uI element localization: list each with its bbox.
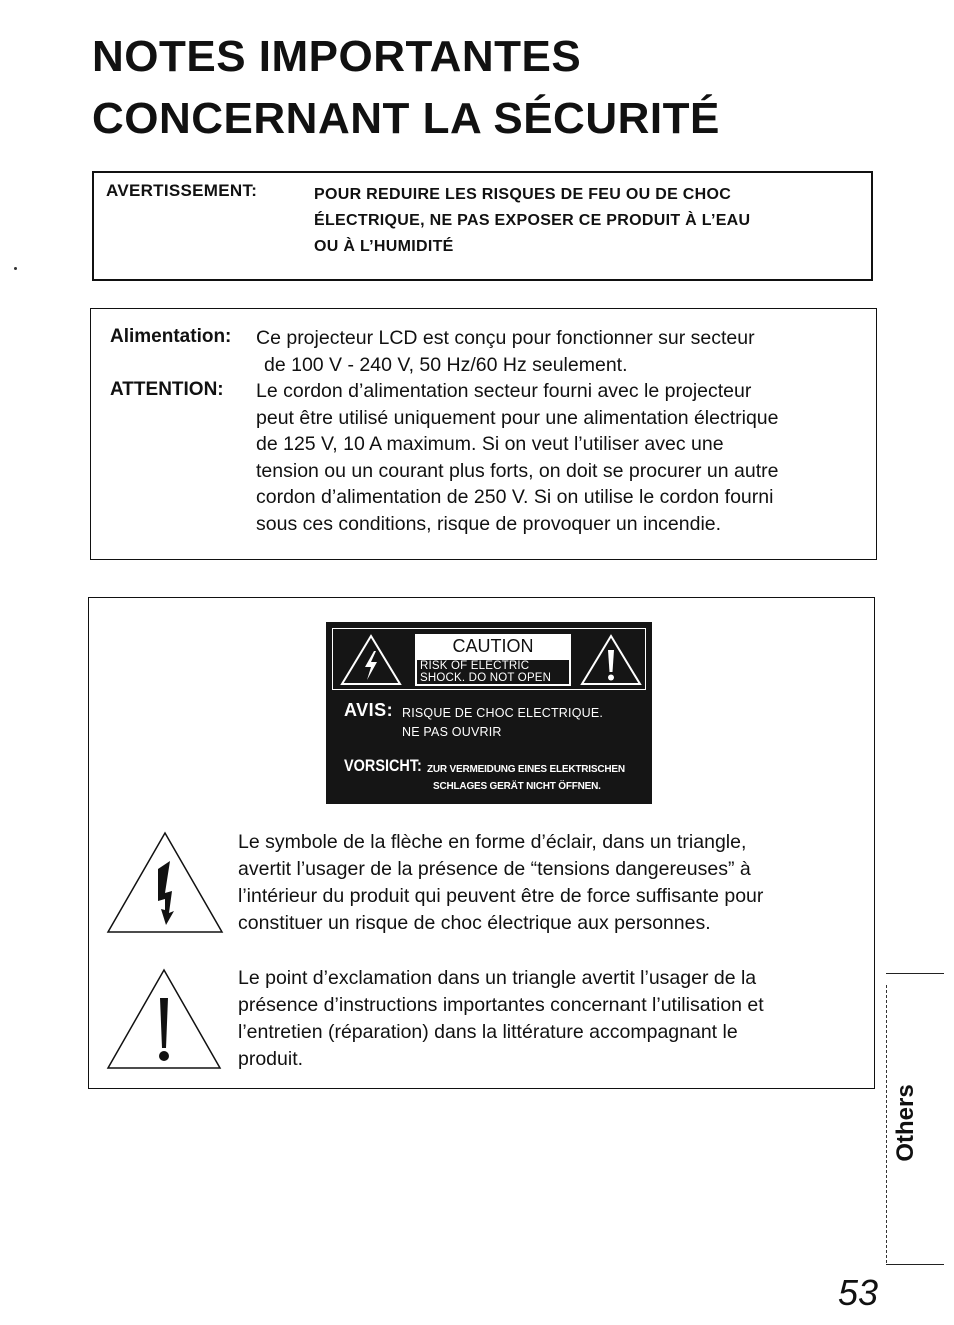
attention-label: ATTENTION: (110, 379, 224, 400)
alimentation-text (256, 325, 876, 378)
caution-plate-header (332, 628, 646, 690)
exclamation-line: l’entretien (réparation) dans la littérature accompagnant le (238, 1021, 738, 1043)
attention-line: de 125 V, 10 A maximum. Si on veut l’utiliser avec une (256, 433, 724, 456)
exclamation-line: Le point d’exclamation dans un triangle avertit l’usager de la (238, 967, 757, 989)
warning-box (92, 171, 873, 281)
exclamation-triangle-icon (579, 633, 643, 687)
avis-line: NE PAS OUVRIR (402, 725, 502, 739)
side-tab-rule-top (886, 973, 944, 974)
power-box (90, 308, 877, 560)
risk-line: RISK OF ELECTRIC (420, 660, 530, 672)
page-title (92, 26, 720, 150)
page-number: 53 (838, 1272, 879, 1313)
side-tab-label: Others (892, 1084, 919, 1162)
lightning-line: constituer un risque de choc électrique aux personnes. (238, 912, 711, 934)
lightning-triangle-icon (339, 633, 403, 687)
vorsicht-label: VORSICHT: (344, 756, 422, 775)
caution-title-box (415, 634, 571, 686)
risk-line: SHOCK. DO NOT OPEN (420, 672, 552, 684)
vorsicht-line: ZUR VERMEIDUNG EINES ELEKTRISCHEN (427, 764, 625, 775)
attention-text (256, 378, 876, 538)
vorsicht-text (427, 761, 625, 795)
caution-box (88, 597, 875, 1089)
avis-label: AVIS: (344, 700, 394, 720)
lightning-line: l’intérieur du produit qui peuvent être de force suffisante pour (238, 885, 764, 907)
avis-text (402, 704, 603, 742)
attention-line: sous ces conditions, risque de provoquer un incendie. (256, 512, 722, 535)
stray-mark (14, 267, 17, 270)
lightning-triangle-icon (106, 831, 224, 935)
exclamation-triangle-icon (106, 968, 222, 1070)
attention-line: peut être utilisé uniquement pour une alimentation électrique (256, 406, 779, 429)
warning-text (314, 182, 874, 260)
lightning-line: avertit l’usager de la présence de “tensions dangereuses” à (238, 858, 751, 880)
lightning-line: Le symbole de la flèche en forme d’éclair, dans un triangle, (238, 831, 747, 853)
title-line-2: CONCERNANT LA SÉCURITÉ (92, 94, 720, 143)
exclamation-line: présence d’instructions importantes concernant l’utilisation et (238, 994, 764, 1016)
exclamation-line: produit. (238, 1048, 304, 1070)
caution-title: CAUTION (452, 636, 534, 656)
exclamation-symbol-text (238, 965, 868, 1073)
alimentation-line: Ce projecteur LCD est conçu pour fonctionner sur secteur (256, 327, 755, 349)
warning-line: POUR REDUIRE LES RISQUES DE FEU OU DE CHOC (314, 186, 732, 203)
alimentation-label: Alimentation: (110, 326, 232, 347)
warning-line: ÉLECTRIQUE, NE PAS EXPOSER CE PRODUIT À L’EAU (314, 212, 751, 229)
attention-line: tension ou un courant plus forts, on doit se procurer un autre (256, 459, 779, 482)
title-line-1: NOTES IMPORTANTES (92, 32, 582, 81)
side-tab-others (876, 1078, 936, 1168)
caution-risk-text (417, 660, 569, 684)
caution-label-plate (326, 622, 652, 804)
attention-line: cordon d’alimentation de 250 V. Si on utilise le cordon fourni (256, 486, 774, 509)
alimentation-line: de 100 V - 240 V, 50 Hz/60 Hz seulement. (264, 353, 628, 376)
avis-line: RISQUE DE CHOC ELECTRIQUE. (402, 706, 604, 720)
warning-line: OU À L’HUMIDITÉ (314, 238, 454, 255)
attention-line: Le cordon d’alimentation secteur fourni avec le projecteur (256, 380, 752, 402)
side-tab-rule-bottom (886, 1264, 944, 1265)
vorsicht-line: SCHLAGES GERÄT NICHT ÖFFNEN. (433, 781, 601, 792)
lightning-symbol-text (238, 829, 868, 937)
warning-label: AVERTISSEMENT: (106, 181, 258, 200)
